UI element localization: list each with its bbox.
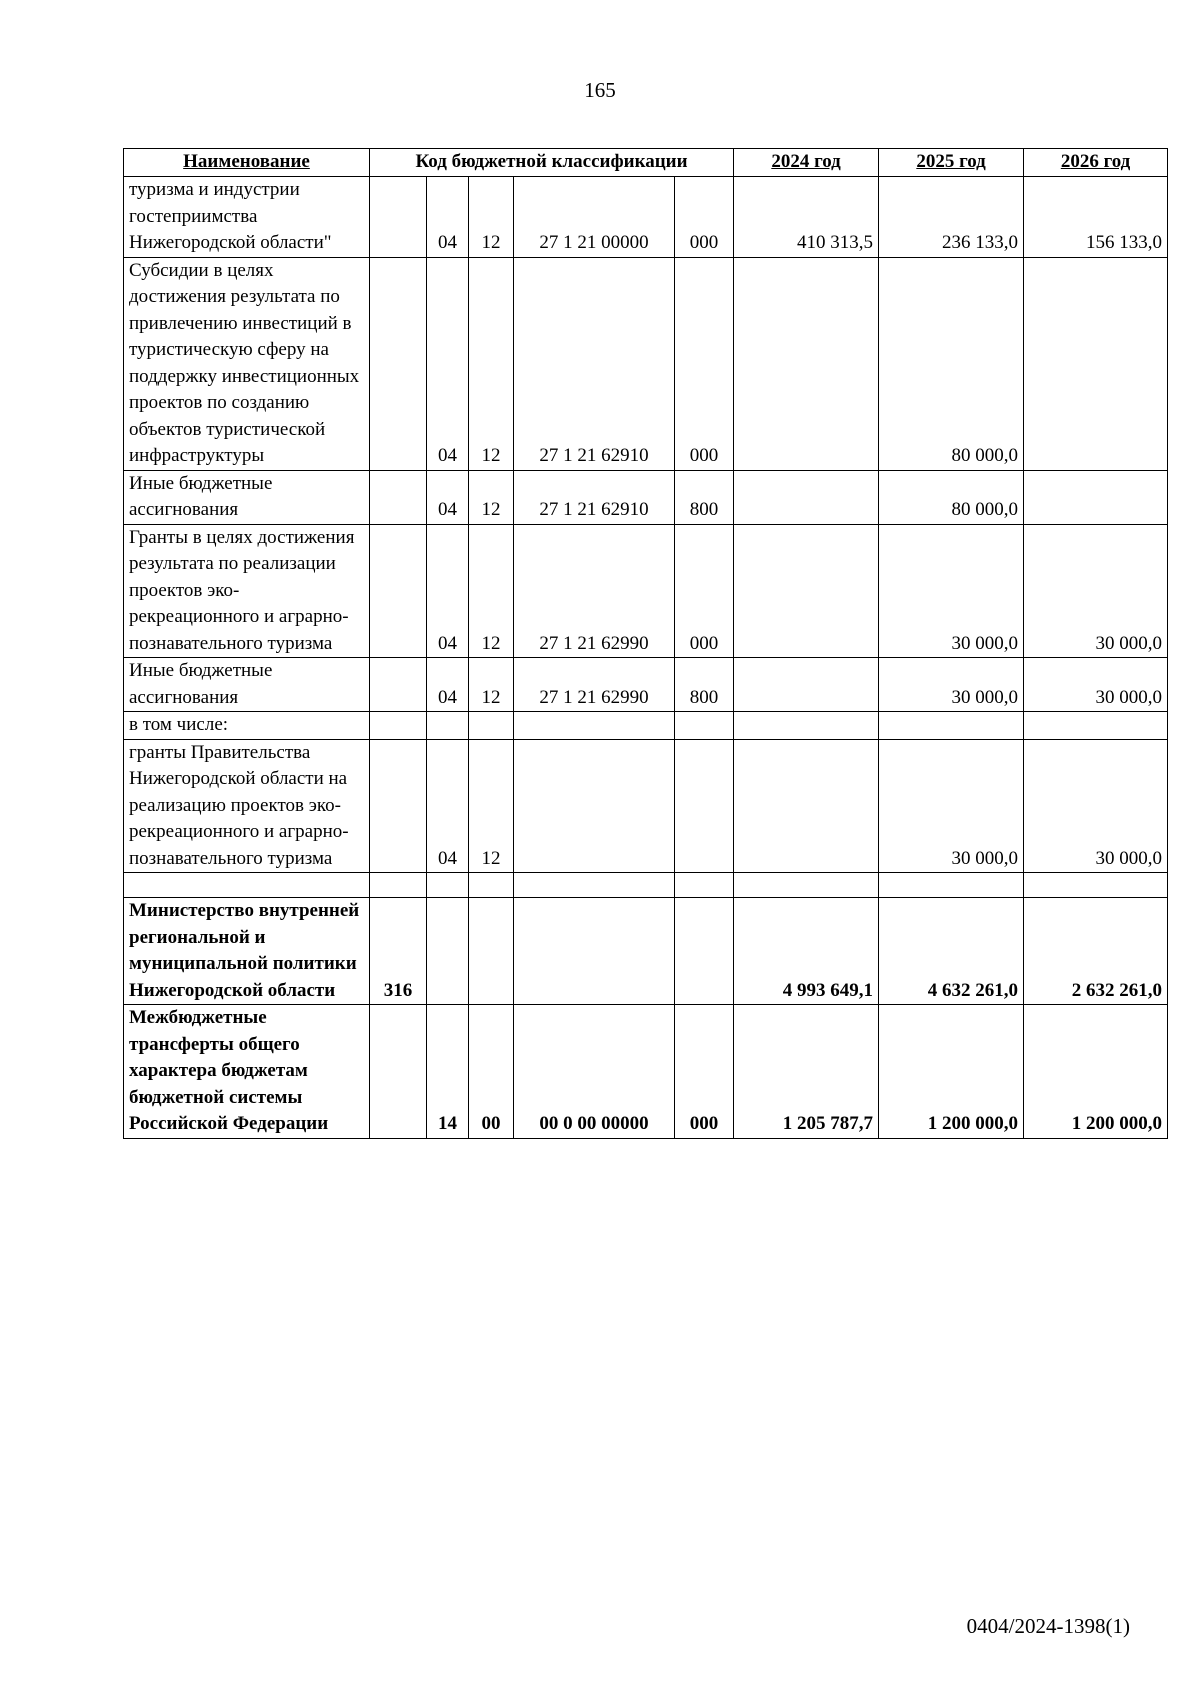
row-2026: 30 000,0: [1024, 524, 1168, 658]
row-code-target: 27 1 21 00000: [514, 177, 675, 258]
row-code-ministry: [370, 873, 427, 898]
row-code-type: 000: [675, 524, 734, 658]
row-code-type: [675, 898, 734, 1005]
row-code-type: 000: [675, 177, 734, 258]
row-2025: 30 000,0: [879, 739, 1024, 873]
table-row: [124, 739, 1168, 873]
row-name: туризма и индустрии гостеприимства Нижегородской области": [124, 177, 370, 258]
row-code-subsection: 12: [469, 658, 514, 712]
header-name: Наименование: [124, 149, 370, 177]
row-code-type: 800: [675, 470, 734, 524]
row-name: Субсидии в целях достижения результата по привлечению инвестиций в туристическую сферу на поддержку инвестиционных проектов по созданию объектов туристической инфраструктуры: [124, 257, 370, 470]
row-code-target: 00 0 00 00000: [514, 1005, 675, 1139]
header-2024: 2024 год: [734, 149, 879, 177]
row-2025: 4 632 261,0: [879, 898, 1024, 1005]
row-name: Иные бюджетные ассигнования: [124, 658, 370, 712]
row-code-subsection: 12: [469, 524, 514, 658]
row-code-section: 14: [427, 1005, 469, 1139]
row-code-type: 800: [675, 658, 734, 712]
row-code-section: 04: [427, 177, 469, 258]
table-row: [124, 470, 1168, 524]
document-code: 0404/2024-1398(1): [966, 1614, 1130, 1638]
row-2025: 1 200 000,0: [879, 1005, 1024, 1139]
row-code-ministry: [370, 712, 427, 740]
row-2024: [734, 524, 879, 658]
row-code-subsection: 12: [469, 739, 514, 873]
row-code-type: [675, 739, 734, 873]
row-code-type: 000: [675, 257, 734, 470]
row-code-ministry: [370, 739, 427, 873]
row-name: Министерство внутренней региональной и муниципальной политики Нижегородской области: [124, 898, 370, 1005]
row-code-section: [427, 873, 469, 898]
row-code-ministry: [370, 470, 427, 524]
row-code-section: [427, 898, 469, 1005]
table-row: [124, 658, 1168, 712]
row-code-target: [514, 712, 675, 740]
row-code-ministry: [370, 524, 427, 658]
row-2024: [734, 470, 879, 524]
row-code-type: [675, 712, 734, 740]
row-code-subsection: 12: [469, 177, 514, 258]
row-2024: [734, 739, 879, 873]
row-2026: 30 000,0: [1024, 739, 1168, 873]
row-code-target: 27 1 21 62990: [514, 524, 675, 658]
row-code-section: 04: [427, 257, 469, 470]
table-header-row: [124, 149, 1168, 177]
row-2025: 236 133,0: [879, 177, 1024, 258]
row-2025: [879, 873, 1024, 898]
row-name: гранты Правительства Нижегородской области на реализацию проектов эко-рекреационного и аграрно-познавательного туризма: [124, 739, 370, 873]
row-code-ministry: [370, 1005, 427, 1139]
row-code-section: 04: [427, 739, 469, 873]
table-row: [124, 177, 1168, 258]
row-2024: [734, 712, 879, 740]
row-2025: 30 000,0: [879, 524, 1024, 658]
row-code-target: 27 1 21 62910: [514, 257, 675, 470]
row-2024: 1 205 787,7: [734, 1005, 879, 1139]
row-code-target: 27 1 21 62990: [514, 658, 675, 712]
row-2024: [734, 257, 879, 470]
row-code-target: [514, 739, 675, 873]
row-code-section: 04: [427, 658, 469, 712]
table-row: [124, 712, 1168, 740]
row-2026: 30 000,0: [1024, 658, 1168, 712]
row-code-section: 04: [427, 470, 469, 524]
header-2026: 2026 год: [1024, 149, 1168, 177]
table-row: [124, 1005, 1168, 1139]
budget-table: [123, 148, 1168, 1139]
table-row: [124, 898, 1168, 1005]
row-2025: 80 000,0: [879, 470, 1024, 524]
row-2026: [1024, 712, 1168, 740]
row-2024: 410 313,5: [734, 177, 879, 258]
row-code-subsection: 12: [469, 257, 514, 470]
row-2024: [734, 658, 879, 712]
row-code-target: [514, 898, 675, 1005]
row-code-ministry: [370, 257, 427, 470]
row-code-section: [427, 712, 469, 740]
row-code-ministry: [370, 658, 427, 712]
row-2026: [1024, 470, 1168, 524]
table-row: [124, 257, 1168, 470]
row-code-subsection: 12: [469, 470, 514, 524]
row-2026: 1 200 000,0: [1024, 1005, 1168, 1139]
row-code-type: [675, 873, 734, 898]
row-code-subsection: [469, 712, 514, 740]
row-name: [124, 873, 370, 898]
row-code-type: 000: [675, 1005, 734, 1139]
page-number: 165: [584, 78, 616, 102]
row-name: Иные бюджетные ассигнования: [124, 470, 370, 524]
row-code-subsection: 00: [469, 1005, 514, 1139]
row-name: Гранты в целях достижения результата по реализации проектов эко-рекреационного и аграрно-познавательного туризма: [124, 524, 370, 658]
row-2026: 2 632 261,0: [1024, 898, 1168, 1005]
row-2025: 80 000,0: [879, 257, 1024, 470]
table-row-empty: [124, 873, 1168, 898]
row-code-section: 04: [427, 524, 469, 658]
row-2024: [734, 873, 879, 898]
row-2025: 30 000,0: [879, 658, 1024, 712]
row-2026: [1024, 257, 1168, 470]
row-2026: 156 133,0: [1024, 177, 1168, 258]
row-name: в том числе:: [124, 712, 370, 740]
row-name: Межбюджетные трансферты общего характера бюджетам бюджетной системы Российской Федерации: [124, 1005, 370, 1139]
row-code-subsection: [469, 898, 514, 1005]
row-2026: [1024, 873, 1168, 898]
table-row: [124, 524, 1168, 658]
row-code-subsection: [469, 873, 514, 898]
row-code-target: 27 1 21 62910: [514, 470, 675, 524]
row-code-ministry: 316: [370, 898, 427, 1005]
row-code-target: [514, 873, 675, 898]
header-2025: 2025 год: [879, 149, 1024, 177]
header-code: Код бюджетной классификации: [370, 149, 734, 177]
row-2025: [879, 712, 1024, 740]
row-code-ministry: [370, 177, 427, 258]
row-2024: 4 993 649,1: [734, 898, 879, 1005]
